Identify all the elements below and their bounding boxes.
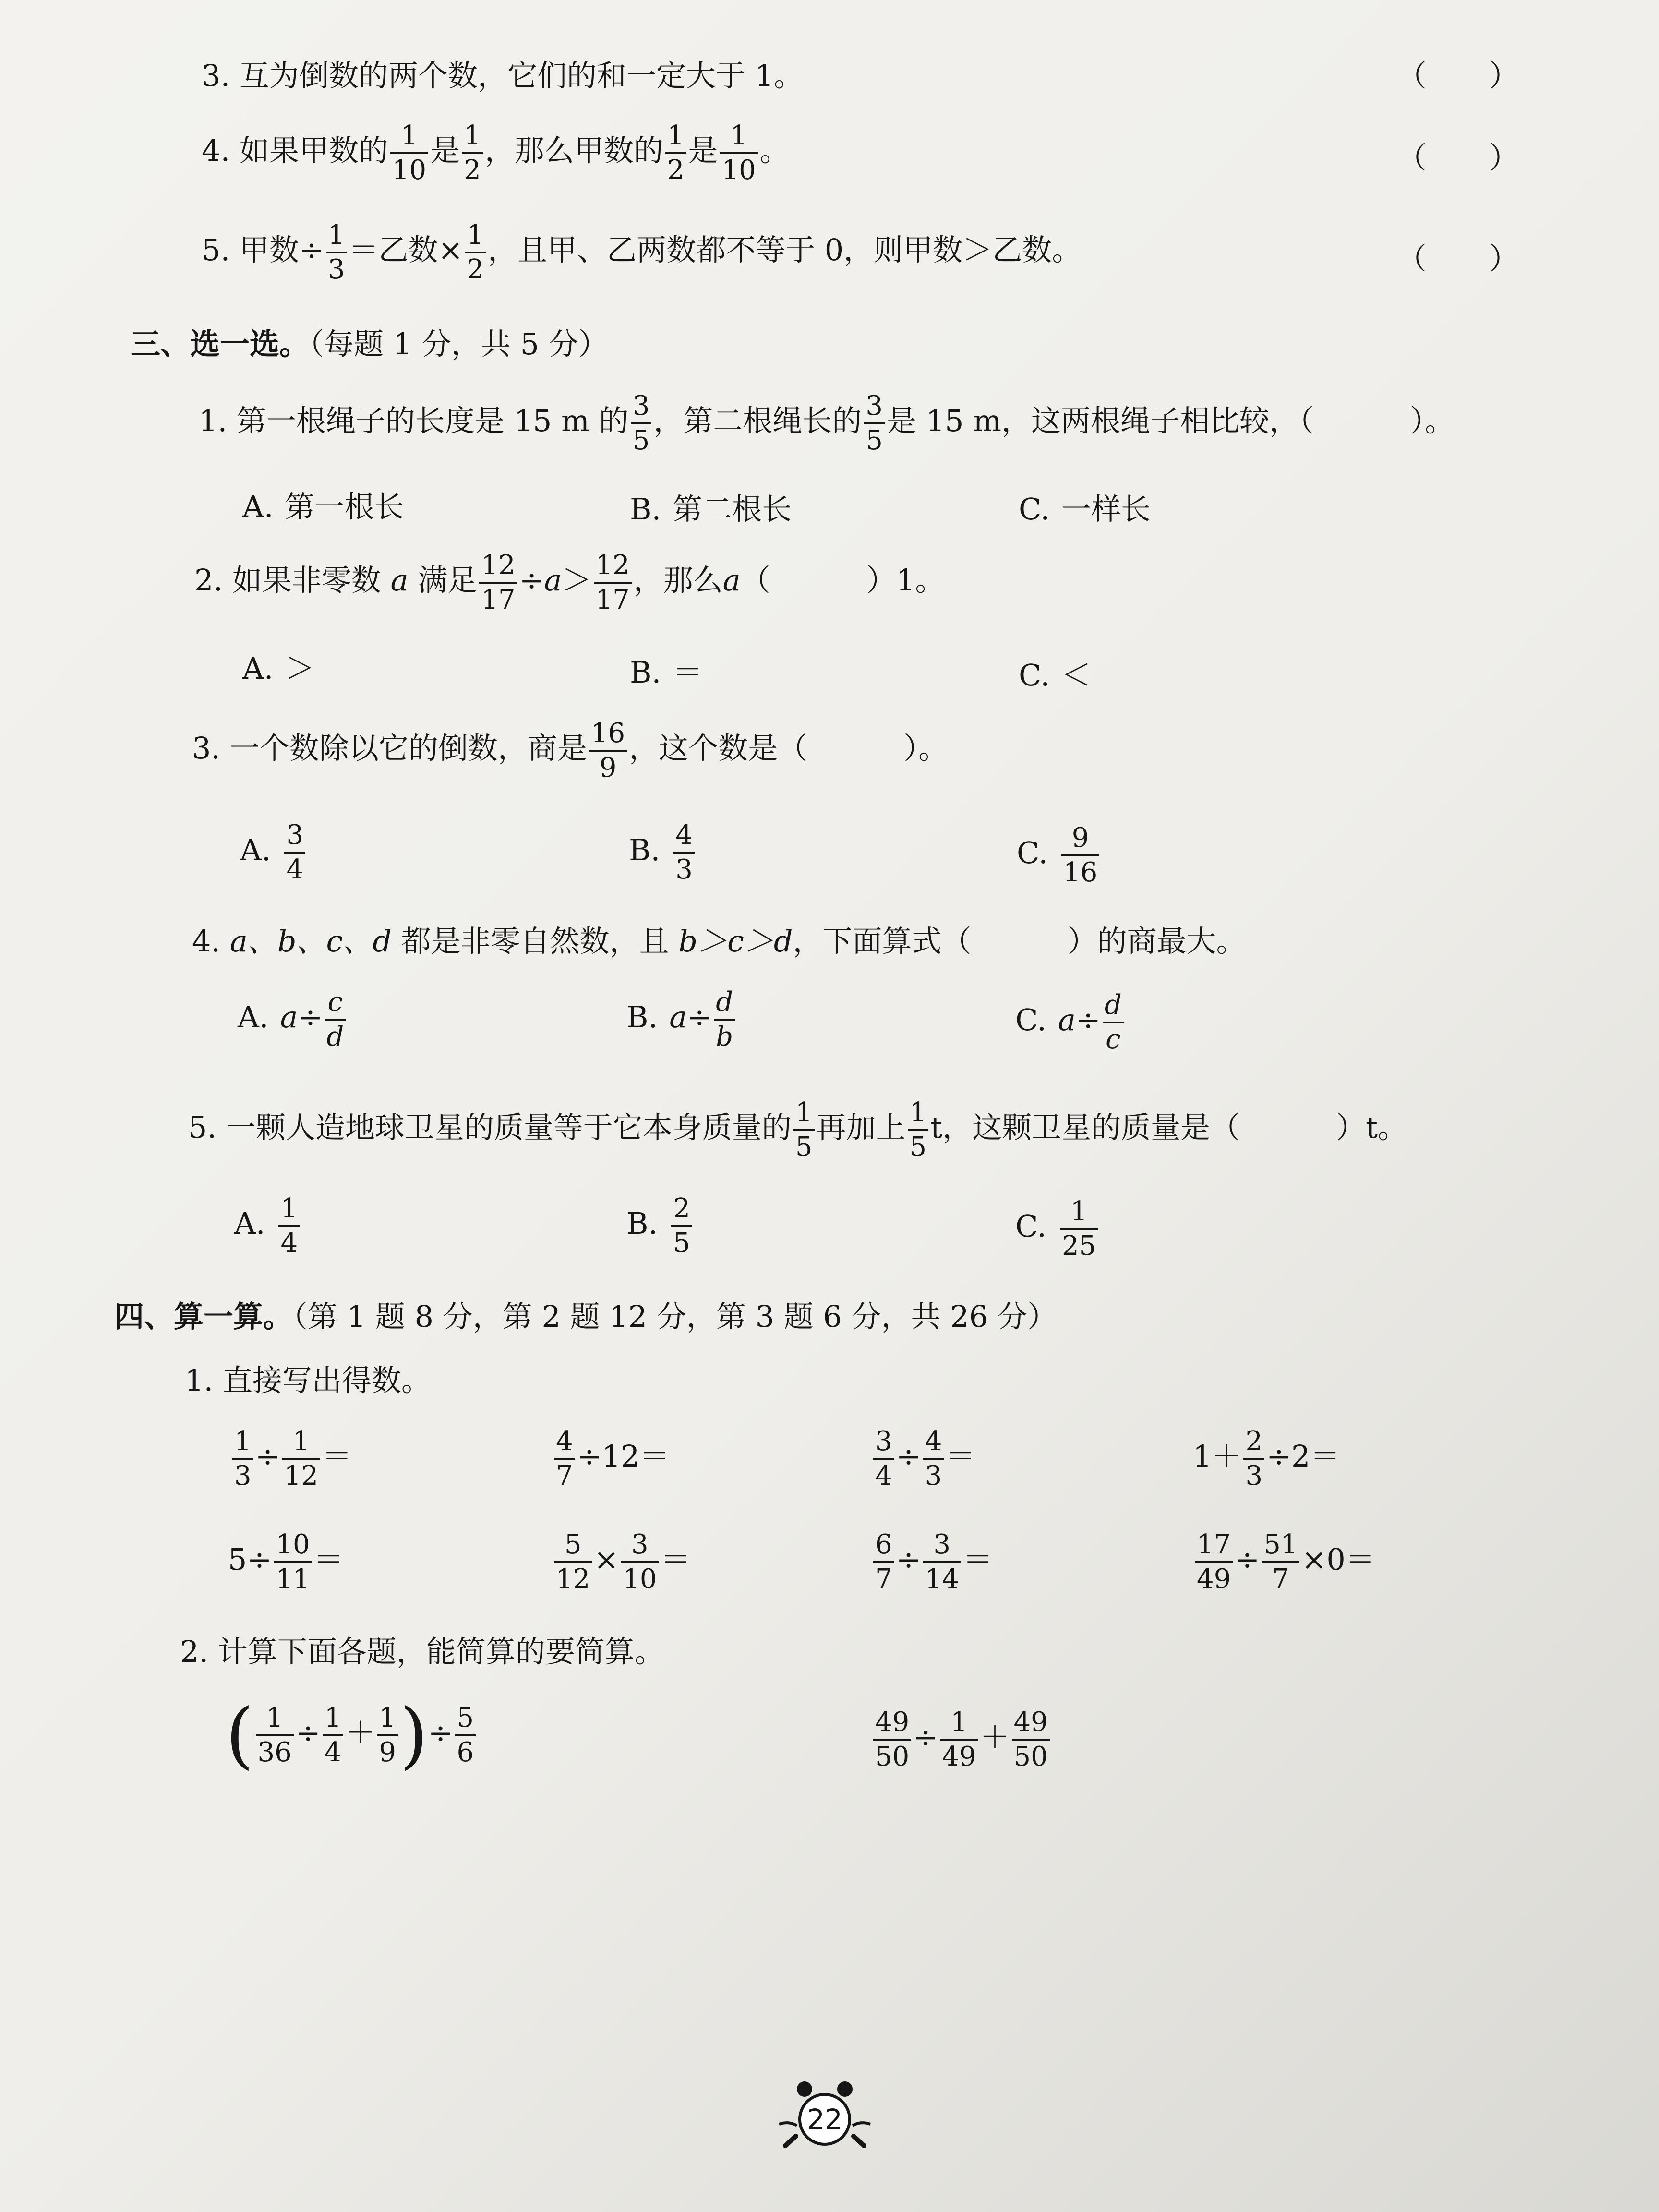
fraction: $\frac{c}{d}$ (325, 989, 346, 1050)
q4-option-a[interactable]: A. a÷ $\frac{c}{d}$ (238, 989, 348, 1050)
q2-option-b[interactable]: B. ＝ (630, 655, 703, 690)
question-number: 5. (202, 232, 230, 268)
fraction: $\frac{1}{10}$ (720, 122, 757, 184)
judge-q5: 5. 甲数÷ $\frac{1}{3}$ ＝乙数× $\frac{1}{2}$ ，且甲、乙两数都不等于 0，则甲数＞乙数。 (202, 219, 1082, 285)
calc-expr-2: $\frac{4}{7}$ ÷12＝ (552, 1428, 669, 1490)
choice-q1: 1. 第一根绳子的长度是 15 m 的 $\frac{3}{5}$ ，第二根绳长的 $\frac{3}{5}$ 是 15 m，这两根绳子相比较，（ ）。 (199, 390, 1455, 456)
judge-q3 (202, 58, 804, 93)
fraction: $\frac{1}{5}$ (908, 1099, 929, 1161)
section-3-score-note: （每题 1 分，共 5 分） (309, 326, 608, 361)
calc-expr-7: $\frac{6}{7}$ ÷ $\frac{3}{14}$ ＝ (871, 1531, 993, 1593)
q3-option-b[interactable]: B. $\frac{4}{3}$ (629, 822, 697, 883)
q3-option-a[interactable]: A. $\frac{3}{4}$ (240, 822, 307, 883)
q3-option-c[interactable]: C. $\frac{9}{16}$ (1017, 825, 1101, 886)
fraction: $\frac{4}{3}$ (673, 822, 695, 883)
question-number: 2. (194, 563, 223, 598)
judge-q4: 4. 如果甲数的 $\frac{1}{10}$ 是 $\frac{1}{2}$ ，那么甲数的 $\frac{1}{2}$ 是 $\frac{1}{10}$ 。 (202, 120, 790, 186)
fraction: $\frac{1}{10}$ (390, 122, 428, 184)
choice-q5: 5. 一颗人造地球卫星的质量等于它本身质量的 $\frac{1}{5}$ 再加上 $\frac{1}{5}$ t，这颗卫星的质量是（ ）t。 (188, 1097, 1408, 1163)
q4-option-b[interactable]: B. a÷ $\frac{d}{b}$ (626, 989, 737, 1050)
q2-option-c[interactable]: C. ＜ (1019, 658, 1091, 693)
section-4-heading: 四、算一算。（第 1 题 8 分，第 2 题 12 分，第 3 题 6 分，共 26 分） (114, 1299, 1057, 1334)
calc-expr-6: $\frac{5}{12}$ × $\frac{3}{10}$ ＝ (552, 1531, 691, 1593)
q4-option-c[interactable]: C. a÷ $\frac{d}{c}$ (1015, 992, 1126, 1053)
section-4-score-note: （第 1 题 8 分，第 2 题 12 分，第 3 题 6 分，共 26 分） (293, 1299, 1057, 1334)
fraction: $\frac{16}{9}$ (589, 720, 627, 781)
fraction: $\frac{d}{b}$ (714, 989, 735, 1050)
choice-q3: 3. 一个数除以它的倒数，商是 $\frac{16}{9}$ ，这个数是（ ）。 (192, 718, 949, 783)
calc-expr-4: 1＋ $\frac{2}{3}$ ÷2＝ (1193, 1426, 1340, 1491)
sub-question-1: 1. 直接写出得数。 (185, 1363, 431, 1398)
question-text: 互为倒数的两个数，它们的和一定大于 1。 (239, 58, 804, 93)
question-number: 1. (199, 403, 228, 439)
question-number: 4. (192, 924, 221, 959)
page-number: 22 (798, 2093, 851, 2146)
q1-option-a[interactable]: A. 第一根长 (242, 489, 404, 524)
judge-q5-answer-box[interactable]: （ ） (1397, 241, 1519, 276)
fraction: $\frac{3}{4}$ (284, 822, 305, 883)
fraction: $\frac{1}{2}$ (465, 222, 486, 283)
q2-option-a[interactable]: A. ＞ (242, 651, 315, 686)
section-3-heading: 三、选一选。（每题 1 分，共 5 分） (131, 326, 608, 361)
judge-q4-answer-box[interactable]: （ ） (1397, 140, 1519, 175)
calc-expr-5: 5÷ $\frac{10}{11}$ ＝ (228, 1529, 344, 1595)
q5-option-a[interactable]: A. $\frac{1}{4}$ (234, 1195, 301, 1257)
sub-question-2: 2. 计算下面各题，能简算的要简算。 (180, 1634, 664, 1669)
judge-q3-answer-box[interactable]: （ ） (1397, 58, 1519, 93)
simplify-expr-1: ( $\frac{1}{36}$ ÷ $\frac{1}{4}$ ＋ $\frac{1}{9}$ )÷ $\frac{5}{6}$ (226, 1699, 478, 1771)
fraction: $\frac{1}{4}$ (278, 1195, 300, 1257)
fraction: $\frac{9}{16}$ (1061, 825, 1099, 886)
question-number: 3. (192, 731, 221, 766)
fraction: $\frac{d}{c}$ (1103, 992, 1124, 1053)
fraction: $\frac{1}{5}$ (793, 1099, 815, 1161)
fraction: $\frac{3}{5}$ (631, 393, 652, 454)
fraction: $\frac{12}{17}$ (594, 552, 632, 613)
simplify-expr-2: $\frac{49}{50}$ ÷ $\frac{1}{49}$ ＋ $\frac{49}{50}$ (871, 1709, 1052, 1770)
calc-expr-1: $\frac{1}{3}$ ÷ $\frac{1}{12}$ ＝ (230, 1428, 352, 1490)
fraction: $\frac{2}{5}$ (671, 1195, 692, 1257)
q1-option-b[interactable]: B. 第二根长 (630, 492, 792, 527)
q5-option-b[interactable]: B. $\frac{2}{5}$ (626, 1195, 694, 1257)
fraction: $\frac{1}{25}$ (1060, 1198, 1098, 1260)
question-number: 5. (188, 1110, 217, 1145)
calc-expr-8: $\frac{17}{49}$ ÷ $\frac{51}{7}$ ×0＝ (1193, 1531, 1375, 1593)
fraction: $\frac{12}{17}$ (479, 552, 517, 613)
choice-q2: 2. 如果非零数 a 满足 $\frac{12}{17}$ ÷a＞ $\frac{12}{17}$ ，那么a（ ）1。 (194, 550, 945, 615)
q5-option-c[interactable]: C. $\frac{1}{25}$ (1015, 1198, 1100, 1260)
fraction: $\frac{1}{2}$ (462, 122, 483, 184)
question-number: 3. (202, 58, 230, 93)
page-number-badge (777, 2079, 873, 2151)
fraction: $\frac{1}{3}$ (326, 222, 347, 283)
fraction: $\frac{3}{5}$ (864, 393, 885, 454)
q1-option-c[interactable]: C. 一样长 (1019, 492, 1151, 527)
question-number: 4. (202, 133, 230, 168)
calc-expr-3: $\frac{3}{4}$ ÷ $\frac{4}{3}$ ＝ (871, 1428, 975, 1490)
choice-q4: 4. a、b、c、d 都是非零自然数，且 b＞c＞d，下面算式（ ）的商最大。 (192, 924, 1246, 959)
fraction: $\frac{1}{2}$ (665, 122, 686, 184)
